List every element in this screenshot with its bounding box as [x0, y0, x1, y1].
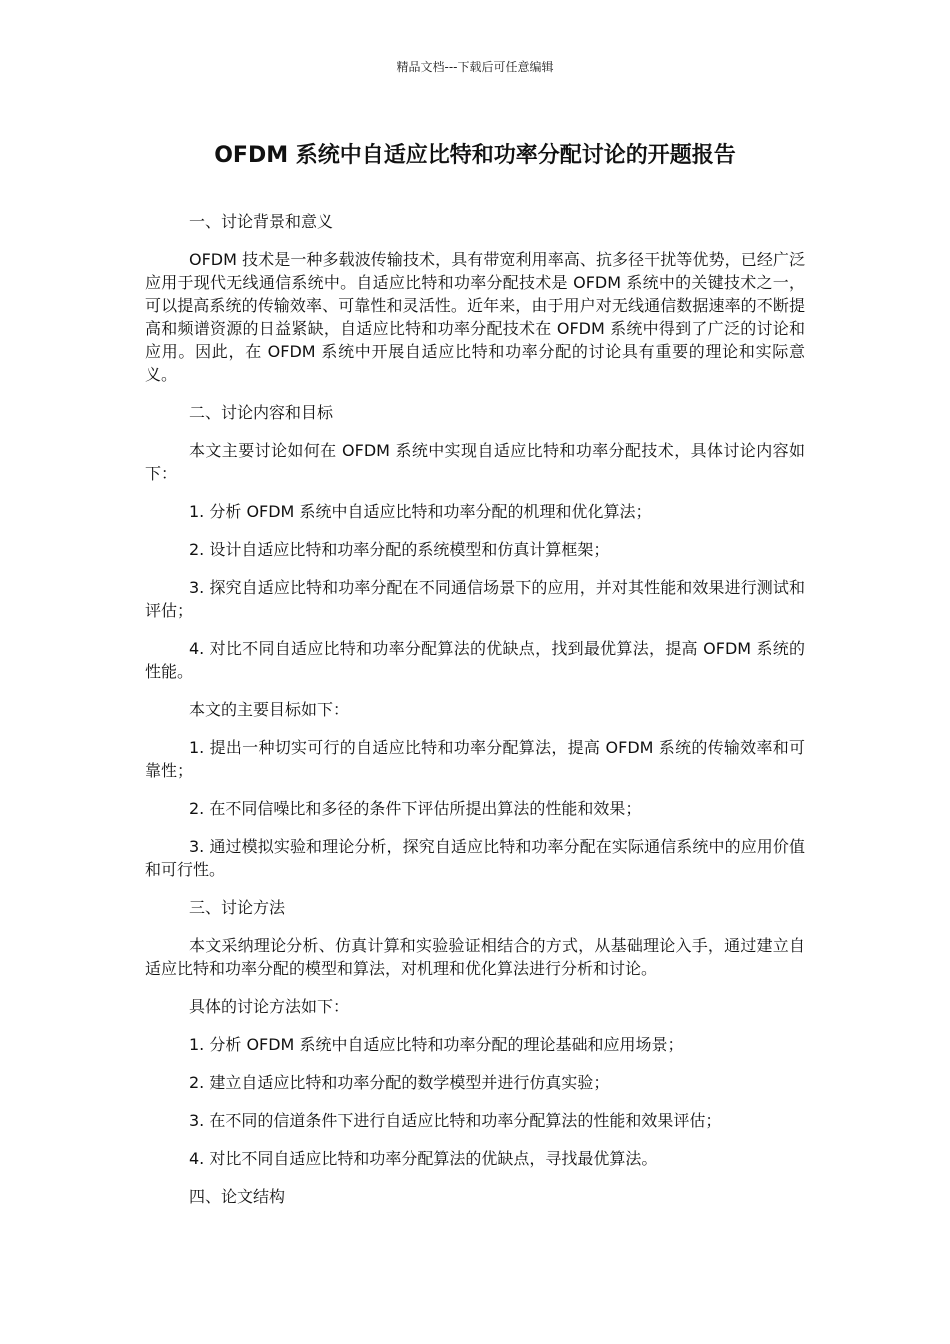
paragraph-content-intro: 本文主要讨论如何在 OFDM 系统中实现自适应比特和功率分配技术，具体讨论内容如下：: [145, 441, 805, 483]
document-body: [145, 210, 805, 1223]
list-item-content-4: 4. 对比不同自适应比特和功率分配算法的优缺点，找到最优算法，提高 OFDM 系统的性能。: [145, 639, 805, 681]
document-title: OFDM 系统中自适应比特和功率分配讨论的开题报告: [214, 143, 736, 168]
list-item-content-2: 2. 设计自适应比特和功率分配的系统模型和仿真计算框架；: [189, 540, 610, 559]
list-item-content-1: 1. 分析 OFDM 系统中自适应比特和功率分配的机理和优化算法；: [189, 502, 652, 521]
list-item-method-1: 1. 分析 OFDM 系统中自适应比特和功率分配的理论基础和应用场景；: [189, 1035, 684, 1054]
list-item-method-3: 3. 在不同的信道条件下进行自适应比特和功率分配算法的性能和效果评估；: [189, 1111, 722, 1130]
list-item-goal-3: 3. 通过模拟实验和理论分析，探究自适应比特和功率分配在实际通信系统中的应用价值和可行性。: [145, 837, 805, 879]
section-heading-structure: 四、论文结构: [189, 1187, 286, 1206]
list-item-goal-1: 1. 提出一种切实可行的自适应比特和功率分配算法，提高 OFDM 系统的传输效率和可靠性；: [145, 738, 805, 780]
section-heading-methods: 三、讨论方法: [189, 898, 286, 917]
list-item-content-3: 3. 探究自适应比特和功率分配在不同通信场景下的应用，并对其性能和效果进行测试和评估；: [145, 578, 805, 620]
paragraph-methods-intro: 具体的讨论方法如下：: [189, 997, 350, 1016]
section-heading-background: 一、讨论背景和意义: [189, 212, 334, 231]
header-note: 精品文档---下载后可任意编辑: [396, 60, 554, 74]
paragraph-background: OFDM 技术是一种多载波传输技术，具有带宽利用率高、抗多径干扰等优势，已经广泛应用于现代无线通信系统中。自适应比特和功率分配技术是 OFDM 系统中的关键技术之一，可以提高系统的传输效率、可靠性和灵活性。近年来，由于用户对无线通信数据速率的不断提高和频谱资源的日益紧缺，自适应比特和功率分配技术在 OFDM 系统中得到了广泛的讨论和应用。因此，在 OFDM 系统中开展自适应比特和功率分配的讨论具有重要的理论和实际意义。: [145, 250, 805, 384]
paragraph-methods: 本文采纳理论分析、仿真计算和实验验证相结合的方式，从基础理论入手，通过建立自适应比特和功率分配的模型和算法，对机理和优化算法进行分析和讨论。: [145, 936, 805, 978]
list-item-goal-2: 2. 在不同信噪比和多径的条件下评估所提出算法的性能和效果；: [189, 799, 642, 818]
list-item-method-2: 2. 建立自适应比特和功率分配的数学模型并进行仿真实验；: [189, 1073, 610, 1092]
paragraph-goals-intro: 本文的主要目标如下：: [189, 700, 350, 719]
section-heading-content-goals: 二、讨论内容和目标: [189, 403, 334, 422]
list-item-method-4: 4. 对比不同自适应比特和功率分配算法的优缺点，寻找最优算法。: [189, 1149, 658, 1168]
